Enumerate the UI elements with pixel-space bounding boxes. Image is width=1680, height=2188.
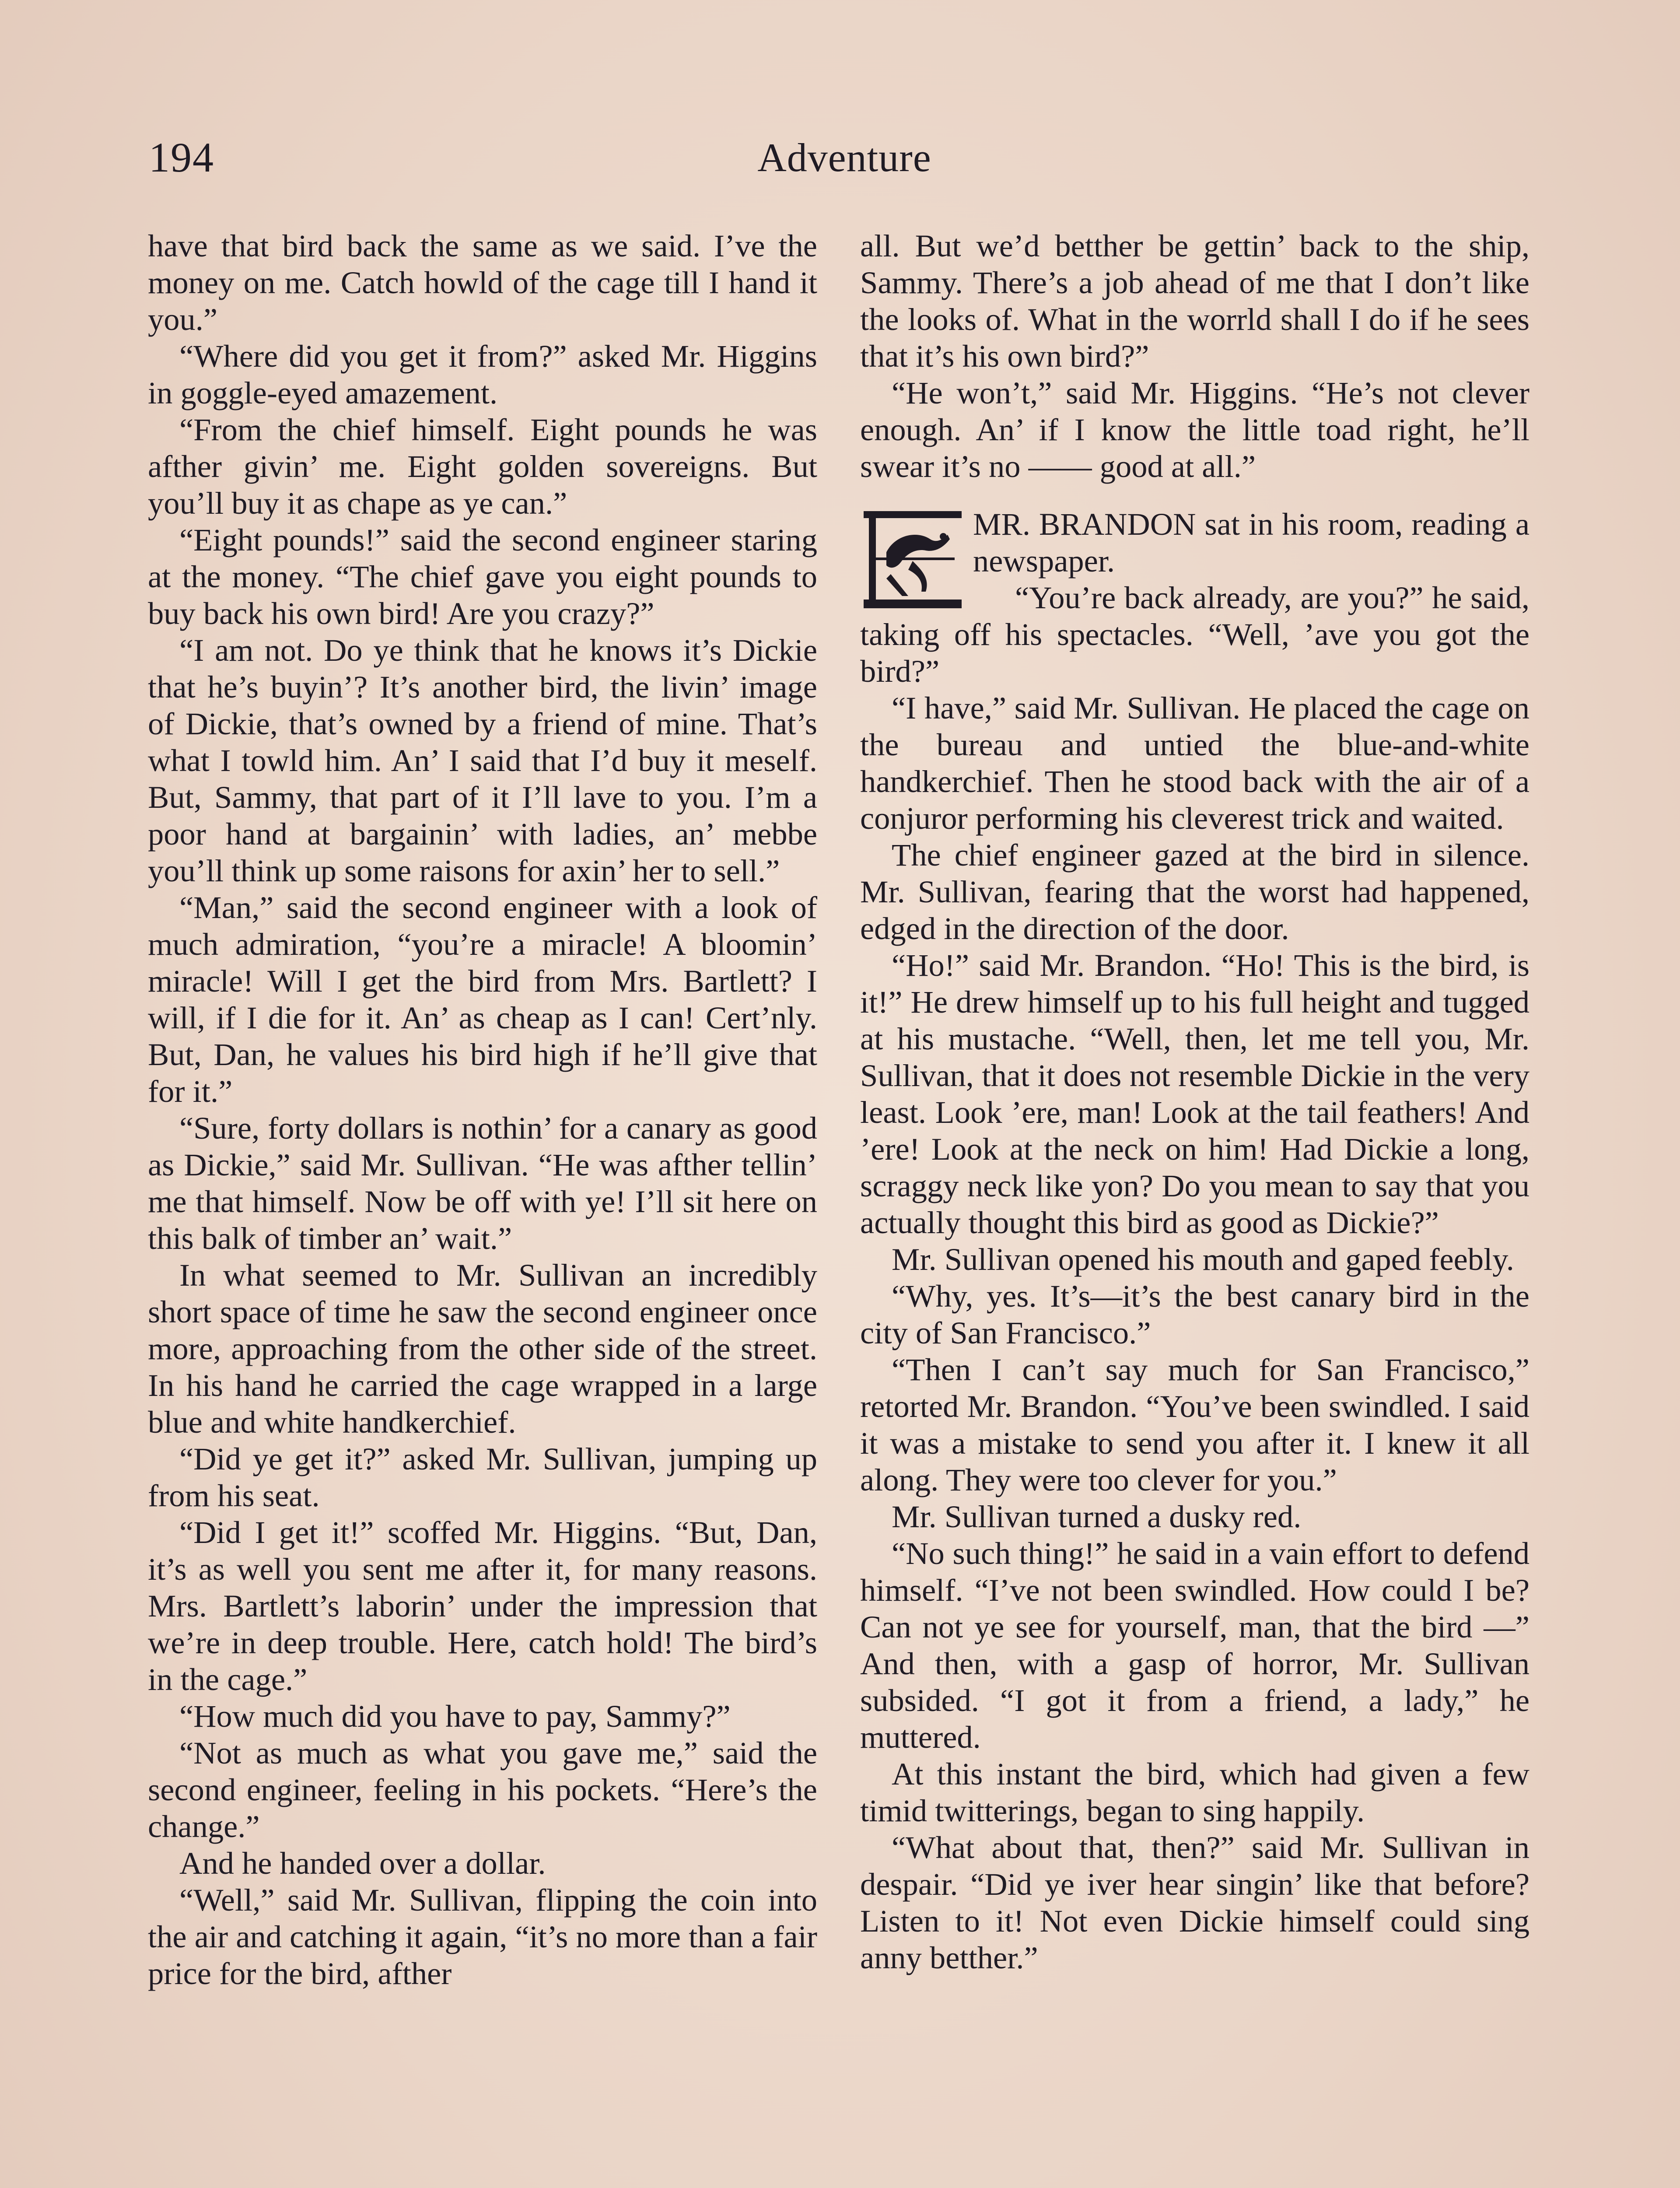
paragraph: “Then I can’t say much for San Francisco,” retorted Mr. Brandon. “You’ve been swindled. I said it was a mistake to send you after it. I knew it all along. They were too clever for you.” xyxy=(860,1352,1530,1497)
paragraph: The chief engineer gazed at the bird in silence. Mr. Sullivan, fearing that the worst had happened, edged in the direction of the door. xyxy=(860,837,1530,946)
page-number: 194 xyxy=(149,134,214,181)
paragraph: “From the chief himself. Eight pounds he was afther givin’ me. Eight golden sovereigns. But you’ll buy it as chape as ye can.” xyxy=(148,412,817,521)
section-break xyxy=(860,506,1530,690)
paragraph: all. But we’d betther be gettin’ back to the ship, Sammy. There’s a job ahead of me that I don’t like the looks of. What in the worrld shall I do if he sees that it’s his own bird?” xyxy=(860,228,1530,374)
paragraph: “Did I get it!” scoffed Mr. Higgins. “But, Dan, it’s as well you sent me after it, for many reasons. Mrs. Bartlett’s laborin’ under the impression that we’re in deep trouble. Here, catch hold! The bird’s in the cage.” xyxy=(148,1515,817,1697)
paragraph: “Sure, forty dollars is nothin’ for a canary as good as Dickie,” said Mr. Sullivan. “He was afther tellin’ me that himself. Now be off with ye! I’ll sit here on this balk of timber an’ wait.” xyxy=(148,1110,817,1256)
paragraph: “Did ye get it?” asked Mr. Sullivan, jumping up from his seat. xyxy=(148,1441,817,1513)
paragraph: “Not as much as what you gave me,” said the second engineer, feeling in his pockets. “Here’s the change.” xyxy=(148,1735,817,1844)
left-column xyxy=(148,228,817,1992)
paragraph: “Ho!” said Mr. Brandon. “Ho! This is the bird, is it!” He drew himself up to his full height and tugged at his mustache. “Well, then, let me tell you, Mr. Sullivan, that it does not resemble Dickie in the very least. Look ’ere, man! Look at the tail feathers! And ’ere! Look at the neck on him! Had Dickie a long, scraggy neck like yon? Do you mean to say that you actually thought this bird as good as Dickie?” xyxy=(860,947,1530,1240)
paragraph: And he handed over a dollar. xyxy=(179,1845,546,1881)
running-head xyxy=(149,131,1540,184)
paragraph: In what seemed to Mr. Sullivan an incredibly short space of time he saw the second engineer once more, approaching from the other side of the street. In his hand he carried the cage wrapped in a large blue and white handkerchief. xyxy=(148,1257,817,1440)
paragraph: “I am not. Do ye think that he knows it’s Dickie that he’s buyin’? It’s another bird, the livin’ image of Dickie, that’s owned by a friend of mine. That’s what I towld him. An’ I said that I’d buy it meself. But, Sammy, that part of it I’ll lave to you. I’m a poor hand at bargainin’ with ladies, an’ mebbe you’ll think up some raisons for axin’ her to sell.” xyxy=(148,632,817,888)
paragraph: At this instant the bird, which had given a few timid twitterings, began to sing happily. xyxy=(860,1756,1530,1828)
paragraph: Mr. Sullivan turned a dusky red. xyxy=(892,1499,1302,1534)
paragraph: “No such thing!” he said in a vain effort to defend himself. “I’ve not been swindled. How could I be? Can not ye see for yourself, man, that the bird —” And then, with a gasp of horror, Mr. Sullivan subsided. “I got it from a friend, a lady,” he muttered. xyxy=(860,1536,1530,1755)
section-opening: MR. BRANDON sat in his room, reading a newspaper. xyxy=(973,506,1530,579)
paragraph: “Where did you get it from?” asked Mr. Higgins in goggle-eyed amazement. xyxy=(148,338,817,410)
right-column xyxy=(860,228,1530,1976)
paragraph: “He won’t,” said Mr. Higgins. “He’s not clever enough. An’ if I know the little toad right, he’ll swear it’s no —— good at all.” xyxy=(860,375,1530,484)
paragraph: have that bird back the same as we said. I’ve the money on me. Catch howld of the cage till I hand it you.” xyxy=(148,228,817,337)
paragraph: “I have,” said Mr. Sullivan. He placed the cage on the bureau and untied the blue-and-white handkerchief. Then he stood back with the air of a conjuror performing his cleverest trick and waited. xyxy=(860,690,1530,836)
ornamental-initial-icon xyxy=(860,508,965,612)
paragraph: “Man,” said the second engineer with a look of much admiration, “you’re a miracle! A bloomin’ miracle! Will I get the bird from Mrs. Bartlett? I will, if I die for it. An’ as cheap as I can! Cert’nly. But, Dan, he values his bird high if he’ll give that for it.” xyxy=(148,890,817,1109)
paragraph: “What about that, then?” said Mr. Sullivan in despair. “Did ye iver hear singin’ like that before? Listen to it! Not even Dickie himself could sing anny betther.” xyxy=(860,1830,1530,1975)
paragraph: “Well,” said Mr. Sullivan, flipping the coin into the air and catching it again, “it’s no more than a fair price for the bird, afther xyxy=(148,1882,817,1991)
paragraph: “You’re back already, are you?” he said, taking off his spectacles. “Well, ’ave you got the bird?” xyxy=(860,580,1530,689)
paragraph: “Why, yes. It’s—it’s the best canary bird in the city of San Francisco.” xyxy=(860,1278,1530,1350)
magazine-title: Adventure xyxy=(757,135,931,180)
paragraph: “How much did you have to pay, Sammy?” xyxy=(179,1698,731,1734)
paragraph: Mr. Sullivan opened his mouth and gaped feebly. xyxy=(892,1241,1514,1277)
paragraph: “Eight pounds!” said the second engineer staring at the money. “The chief gave you eight pounds to buy back his own bird! Are you crazy?” xyxy=(148,522,817,631)
